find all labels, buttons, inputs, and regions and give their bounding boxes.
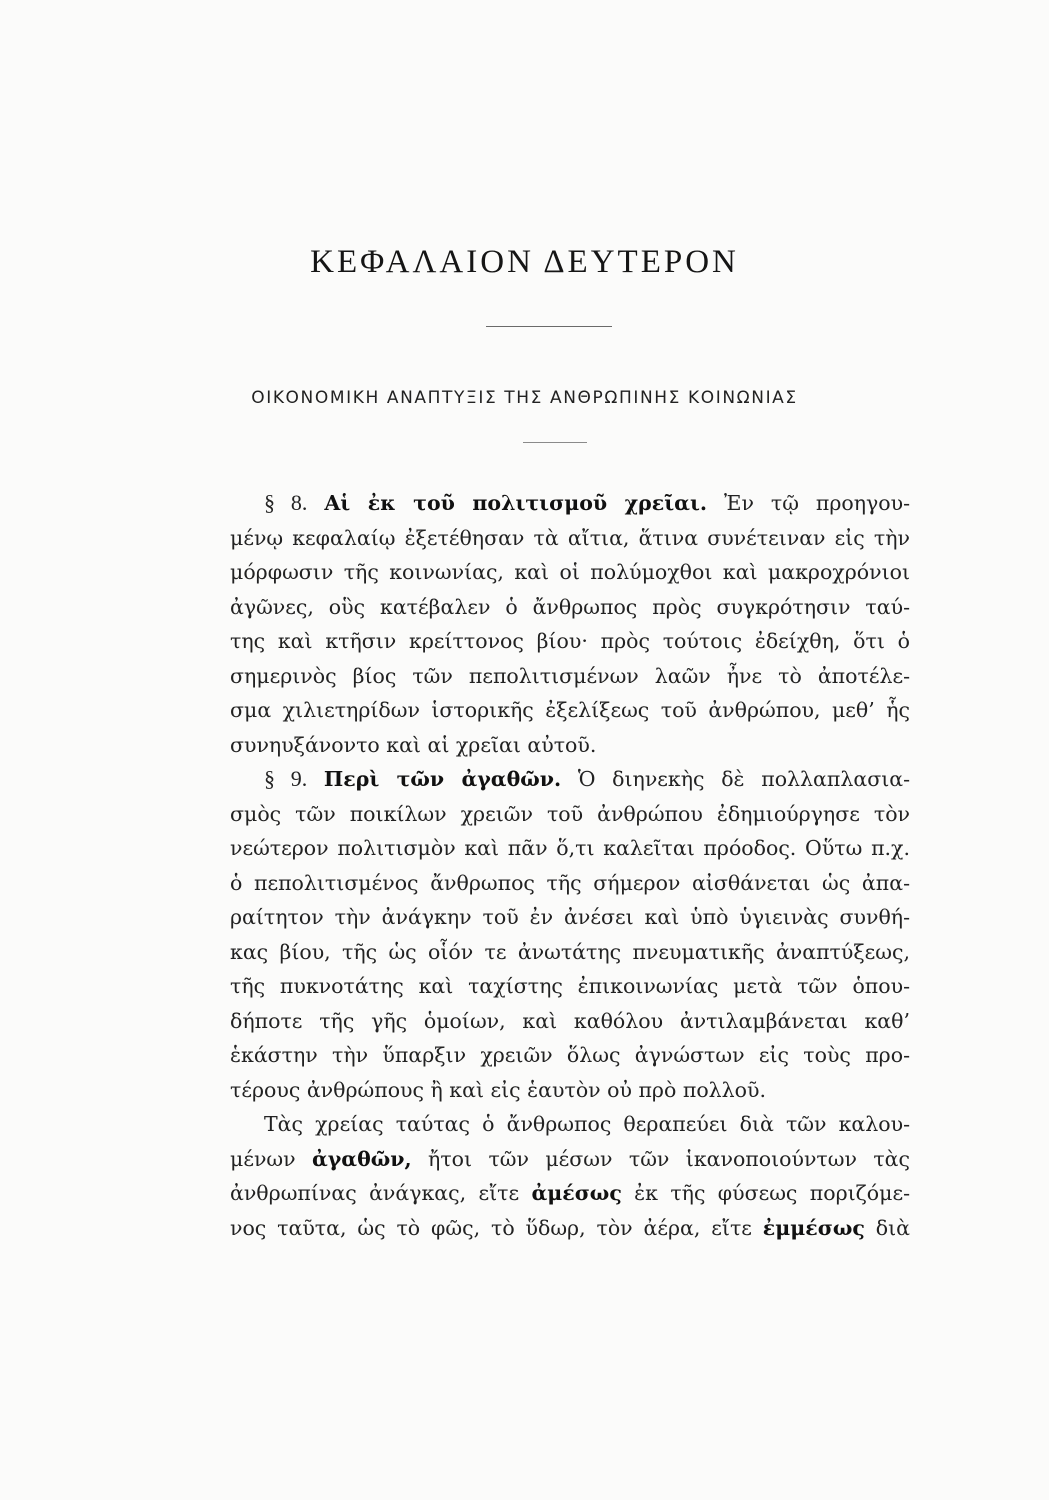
text-line: μόρφωσιν τῆς κοινωνίας, καὶ οἱ πολύμοχθοι καὶ μακροχρόνιοι [230, 560, 910, 584]
text-line: ὁ πεπολιτισμένος ἄνθρωπος τῆς σήμερον αἰσθάνεται ὡς ἀπα- [230, 870, 910, 895]
title-divider [486, 326, 612, 327]
section-8-heading: Αἱ ἐκ τοῦ πολιτισμοῦ χρεῖαι. [324, 491, 708, 515]
text-line: μένῳ κεφαλαίῳ ἐξετέθησαν τὰ αἴτια, ἅτινα συνέτειναν εἰς τὴν [230, 525, 910, 550]
text-line: δήποτε τῆς γῆς ὁμοίων, καὶ καθόλου ἀντιλαμβάνεται καθ’ [230, 1008, 910, 1033]
text-line: σμα χιλιετηρίδων ἱστορικῆς ἐξελίξεως τοῦ ἀνθρώπου, μεθ’ ἧς [230, 698, 910, 722]
text-line: Ὁ διηνεκὴς δὲ πολλαπλασια- [577, 767, 910, 791]
text-fragment: ἐκ τῆς φύσεως ποριζόμε- [634, 1181, 910, 1205]
text-line: νεώτερον πολιτισμὸν καὶ πᾶν ὅ,τι καλεῖται πρόοδος. Οὕτω π.χ. [230, 836, 910, 860]
chapter-subtitle: ΟΙΚΟΝΟΜΙΚΗ ΑΝΑΠΤΥΞΙΣ ΤΗΣ ΑΝΘΡΩΠΙΝΗΣ ΚΟΙΝΩΝΙΑΣ [251, 388, 798, 408]
text-line: της καὶ κτῆσιν κρείττονος βίου· πρὸς τούτοις ἐδείχθη, ὅτι ὁ [230, 629, 910, 653]
section-8-number: § 8. [264, 490, 308, 515]
section-9-heading: Περὶ τῶν ἀγαθῶν. [323, 767, 562, 791]
text-line: σμὸς τῶν ποικίλων χρειῶν τοῦ ἀνθρώπου ἐδημιούργησε τὸν [230, 801, 910, 826]
subtitle-divider [523, 442, 587, 443]
text-fragment: ἀνθρωπίνας ἀνάγκας, εἴτε [230, 1181, 520, 1205]
text-line: ραίτητον τὴν ἀνάγκην τοῦ ἐν ἀνέσει καὶ ὑπὸ ὑγιεινὰς συνθή- [230, 905, 910, 929]
chapter-title: ΚΕΦΑΛΑΙΟΝ ΔΕΥΤΕΡΟΝ [310, 244, 739, 280]
text-line: συνηυξάνοντο καὶ αἱ χρεῖαι αὐτοῦ. [230, 732, 597, 757]
text-fragment: νος ταῦτα, ὡς τὸ φῶς, τὸ ὕδωρ, τὸν ἀέρα, εἴτε [230, 1215, 752, 1240]
text-line-with-term [230, 1142, 910, 1177]
text-line: κας βίου, τῆς ὡς οἷόν τε ἀνωτάτης πνευματικῆς ἀναπτύξεως, [230, 939, 910, 964]
section-8-first-line [230, 486, 910, 521]
text-fragment: διὰ [875, 1215, 910, 1240]
term-direct: ἀμέσως [531, 1181, 622, 1205]
section-9-number: § 9. [264, 766, 308, 791]
text-line-with-term [230, 1176, 910, 1211]
section-9-first-line [230, 762, 910, 797]
text-line: Τὰς χρείας ταύτας ὁ ἄνθρωπος θεραπεύει διὰ τῶν καλου- [264, 1112, 910, 1136]
text-line: τῆς πυκνοτάτης καὶ ταχίστης ἐπικοινωνίας μετὰ τῶν ὁπου- [230, 974, 910, 998]
text-line-with-term [230, 1211, 910, 1246]
text-line: σημερινὸς βίος τῶν πεπολιτισμένων λαῶν ἦνε τὸ ἀποτέλε- [230, 663, 910, 688]
term-goods: ἀγαθῶν, [312, 1146, 412, 1171]
body-text [230, 486, 910, 1245]
term-indirect: ἐμμέσως [762, 1215, 865, 1240]
text-line: Ἐν τῷ προηγου- [723, 491, 910, 515]
text-line: τέρους ἀνθρώπους ἢ καὶ εἰς ἑαυτὸν οὐ πρὸ πολλοῦ. [230, 1077, 766, 1102]
text-line: ἑκάστην τὴν ὕπαρξιν χρειῶν ὅλως ἀγνώστων εἰς τοὺς προ- [230, 1043, 910, 1067]
text-fragment: ἤτοι τῶν μέσων τῶν ἱκανοποιούντων τὰς [428, 1146, 910, 1171]
text-fragment: μένων [230, 1146, 296, 1171]
text-line: ἀγῶνες, οὓς κατέβαλεν ὁ ἄνθρωπος πρὸς συγκρότησιν ταύ- [230, 594, 910, 619]
